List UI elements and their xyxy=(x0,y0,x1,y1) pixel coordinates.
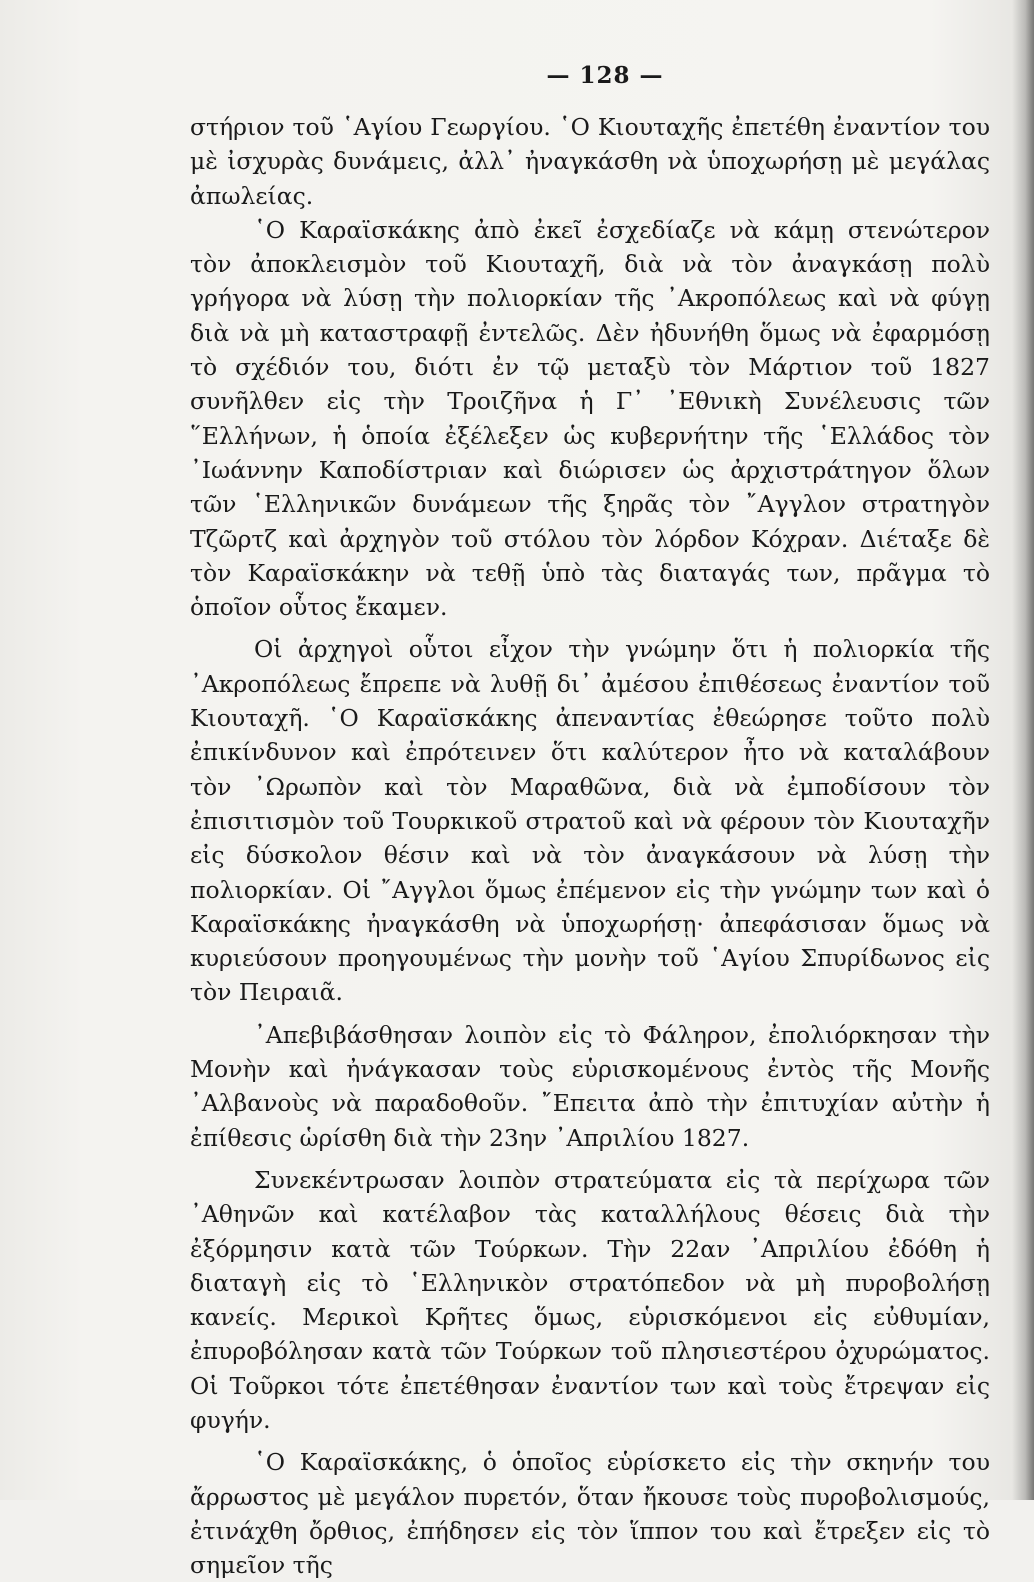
paragraph-3: Οἱ ἀρχηγοὶ οὗτοι εἶχον τὴν γνώμην ὅτι ἡ πολιορκία τῆς ᾿Ακροπόλεως ἔπρεπε νὰ λυθῇ δι᾿ ἀμέσου ἐπιθέσεως ἐναντίον τοῦ Κιουταχῆ. ῾Ο Καραϊσκάκης ἀπεναντίας ἐθεώρησε τοῦτο πολὺ ἐπικίνδυνον καὶ ἐπρότεινεν ὅτι καλύτερον ἦτο νὰ καταλάβουν τὸν ᾿Ωρωπὸν καὶ τὸν Μαραθῶνα, διὰ νὰ ἐμποδίσουν τὸν ἐπισιτισμὸν τοῦ Τουρκικοῦ στρατοῦ καὶ νὰ φέρουν τὸν Κιουταχῆν εἰς δύσκολον θέσιν καὶ νὰ τὸν ἀναγκάσουν νὰ λύσῃ τὴν πολιορκίαν. Οἱ ῎Αγγλοι ὅμως ἐπέμενον εἰς τὴν γνώμην των καὶ ὁ Καραϊσκάκης ἠναγκάσθη νὰ ὑποχωρήσῃ· ἀπεφάσισαν ὅμως νὰ κυριεύσουν προηγουμένως τὴν μονὴν τοῦ ῾Αγίου Σπυρίδωνος εἰς τὸν Πειραιᾶ. xyxy=(190,635,990,1007)
paragraph-2: ῾Ο Καραϊσκάκης ἀπὸ ἐκεῖ ἐσχεδίαζε νὰ κάμῃ στενώτερον τὸν ἀποκλεισμὸν τοῦ Κιουταχῆ, διὰ νὰ τὸν ἀναγκάσῃ πολὺ γρήγορα νὰ λύσῃ τὴν πολιορκίαν τῆς ᾿Ακροπόλεως καὶ νὰ φύγῃ διὰ νὰ μὴ καταστραφῇ ἐντελῶς. Δὲν ἠδυνήθη ὅμως νὰ ἐφαρμόσῃ τὸ σχέδιόν του, διότι ἐν τῷ μεταξὺ τὸν Μάρτιον τοῦ 1827 συνῆλθεν εἰς τὴν Τροιζῆνα ἡ Γ᾿ ᾿Εθνικὴ Συνέλευσις τῶν ῞Ελλήνων, ἡ ὁποία ἐξέλεξεν ὡς κυβερνήτην τῆς ῾Ελλάδος τὸν ᾿Ιωάννην Καποδίστριαν καὶ διώρισεν ὡς ἀρχιστράτηγον ὅλων τῶν ῾Ελληνικῶν δυνάμεων τῆς ξηρᾶς τὸν ῎Αγγλον στρατηγὸν Τζῶρτζ καὶ ἀρχηγὸν τοῦ στόλου τὸν λόρδον Κόχραν. Διέταξε δὲ τὸν Καραϊσκάκην νὰ τεθῇ ὑπὸ τὰς διαταγάς των, πρᾶγμα τὸ ὁποῖον οὗτος ἔκαμεν. xyxy=(190,215,990,622)
paragraph-6: ῾Ο Καραϊσκάκης, ὁ ὁποῖος εὑρίσκετο εἰς τὴν σκηνήν του ἄρρωστος μὲ μεγάλον πυρετόν, ὅταν ἤκουσε τοὺς πυροβολισμούς, ἐτινάχθη ὄρθιος, ἐπήδησεν εἰς τὸν ἵππον του καὶ ἔτρεξεν εἰς τὸ σημεῖον τῆς xyxy=(190,1448,990,1580)
body-text xyxy=(190,110,990,1582)
paragraph-1: στήριον τοῦ ῾Αγίου Γεωργίου. ῾Ο Κιουταχῆς ἐπετέθη ἐναντίον του μὲ ἰσχυρὰς δυνάμεις, ἀλλ᾿ ἠναγκάσθη νὰ ὑποχωρήσῃ μὲ μεγάλας ἀπωλείας. xyxy=(190,113,990,210)
paragraph-5: Συνεκέντρωσαν λοιπὸν στρατεύματα εἰς τὰ περίχωρα τῶν ᾿Αθηνῶν καὶ κατέλαβον τὰς καταλλήλους θέσεις διὰ τὴν ἐξόρμησιν κατὰ τῶν Τούρκων. Τὴν 22αν ᾿Απριλίου ἐδόθη ἡ διαταγὴ εἰς τὸ ῾Ελληνικὸν στρατόπεδον νὰ μὴ πυροβολήσῃ κανείς. Μερικοὶ Κρῆτες ὅμως, εὑρισκόμενοι εἰς εὐθυμίαν, ἐπυροβόλησαν κατὰ τῶν Τούρκων τοῦ πλησιεστέρου ὀχυρώματος. Οἱ Τοῦρκοι τότε ἐπετέθησαν ἐναντίον των καὶ τοὺς ἔτρεψαν εἰς φυγήν. xyxy=(190,1165,990,1434)
page-edge-shadow xyxy=(1012,0,1034,1500)
paragraph-4: ᾿Απεβιβάσθησαν λοιπὸν εἰς τὸ Φάληρον, ἐπολιόρκησαν τὴν Μονὴν καὶ ἠνάγκασαν τοὺς εὑρισκομένους ἐντὸς τῆς Μονῆς ᾿Αλβανοὺς νὰ παραδοθοῦν. ῎Επειτα ἀπὸ τὴν ἐπιτυχίαν αὐτὴν ἡ ἐπίθεσις ὡρίσθη διὰ τὴν 23ην ᾿Απριλίου 1827. xyxy=(190,1020,990,1152)
page-number: — 128 — xyxy=(546,62,664,89)
